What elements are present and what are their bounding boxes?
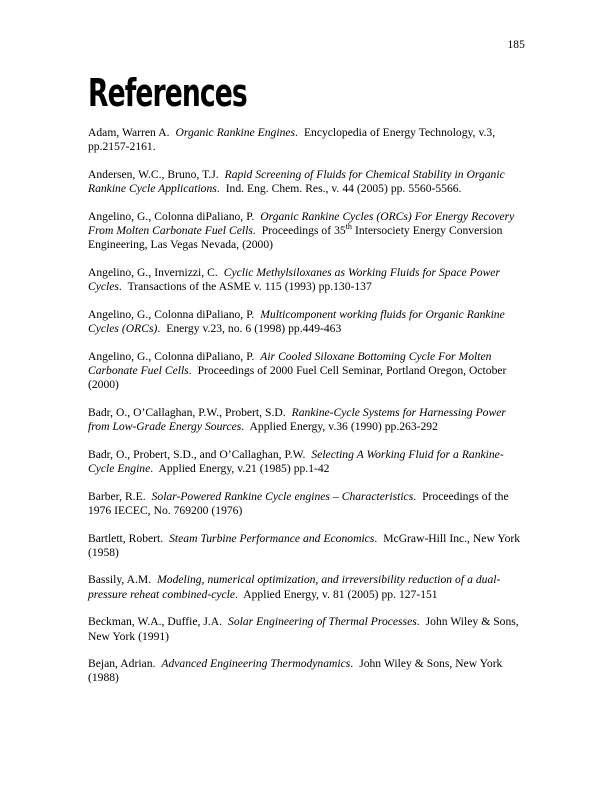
reference-authors: Angelino, G., Colonna diPaliano, P. — [88, 307, 255, 321]
reference-authors: Bartlett, Robert. — [88, 531, 164, 545]
reference-authors: Bejan, Adrian. — [88, 657, 156, 671]
reference-ordinal-suffix: th — [345, 222, 352, 232]
reference-entry: Angelino, G., Invernizzi, C. Cyclic Methylsiloxanes as Working Fluids for Space Power Cycles. Transactions of the ASME v. 115 (1993) pp.130-137 — [88, 265, 500, 294]
reference-title: Multicomponent working fluids for Organic Rankine Cycles (ORCs) — [88, 307, 505, 336]
reference-source: Proceedings of 2000 Fuel Cell Seminar, Portland Oregon, October (2000) — [88, 363, 507, 392]
reference-source: John Wiley & Sons, New York (1988) — [88, 657, 503, 685]
reference-source-suffix: Intersociety Energy Conversion Engineering, Las Vegas Nevada, (2000) — [88, 224, 503, 252]
reference-source: McGraw-Hill Inc., New York (1958) — [88, 531, 521, 559]
reference-title: Cyclic Methylsiloxanes as Working Fluids for Space Power Cycles — [88, 265, 500, 294]
reference-entry: Beckman, W.A., Duffie, J.A. Solar Engineering of Thermal Processes. John Wiley & Sons, New York (1991) — [88, 615, 519, 643]
reference-source: Applied Energy, v.21 (1985) pp.1-42 — [158, 461, 330, 475]
reference-title: Organic Rankine Cycles (ORCs) For Energy Recovery From Molten Carbonate Fuel Cells — [88, 209, 515, 238]
reference-title: Solar-Powered Rankine Cycle engines – Characteristics — [151, 489, 414, 503]
reference-source: Encyclopedia of Energy Technology, v.3, pp.2157-2161. — [88, 126, 496, 154]
reference-entry: Bassily, A.M. Modeling, numerical optimization, and irreversibility reduction of a dual-pressure reheat combined-cycle. Applied Energy, v. 81 (2005) pp. 127-151 — [88, 573, 501, 601]
reference-source: Ind. Eng. Chem. Res., v. 44 (2005) pp. 5560-5566. — [225, 182, 462, 196]
reference-authors: Beckman, W.A., Duffie, J.A. — [88, 615, 223, 629]
reference-authors: Angelino, G., Colonna diPaliano, P. — [88, 349, 255, 363]
reference-entry: Badr, O., Probert, S.D., and O’Callaghan, P.W. Selecting A Working Fluid for a Rankine-Cycle Engine. Applied Energy, v.21 (1985) pp.1-42 — [88, 447, 504, 475]
reference-title: Steam Turbine Performance and Economics — [169, 531, 375, 545]
reference-source-prefix: Proceedings of 35 — [261, 224, 346, 238]
reference-entry: Barber, R.E. Solar-Powered Rankine Cycle engines – Characteristics. Proceedings of the 1976 IECEC, No. 769200 (1976) — [88, 489, 509, 517]
reference-entry: Badr, O., O’Callaghan, P.W., Probert, S.D. Rankine-Cycle Systems for Harnessing Power from Low-Grade Energy Sources. Applied Energy, v.36 (1990) pp.263-292 — [88, 405, 506, 434]
page-title: References — [88, 71, 247, 115]
reference-source: Proceedings of the 1976 IECEC, No. 769200 (1976) — [88, 489, 509, 517]
reference-entry: Adam, Warren A. Organic Rankine Engines. Encyclopedia of Energy Technology, v.3, pp.2157-2161. — [88, 126, 496, 154]
reference-source: John Wiley & Sons, New York (1991) — [88, 615, 519, 643]
reference-entry: Angelino, G., Colonna diPaliano, P. Multicomponent working fluids for Organic Rankine Cycles (ORCs). Energy v.23, no. 6 (1998) pp.449-463 — [88, 307, 505, 336]
reference-entry: Andersen, W.C., Bruno, T.J. Rapid Screening of Fluids for Chemical Stability in Organic Rankine Cycle Applications. Ind. Eng. Chem. Res., v. 44 (2005) pp. 5560-5566. — [88, 167, 505, 196]
reference-title: Modeling, numerical optimization, and irreversibility reduction of a dual-pressure reheat combined-cycle — [88, 573, 501, 601]
reference-authors: Angelino, G., Invernizzi, C. — [88, 265, 218, 279]
reference-source: Transactions of the ASME v. 115 (1993) pp.130-137 — [127, 280, 372, 294]
reference-entry: Angelino, G., Colonna diPaliano, P. Organic Rankine Cycles (ORCs) For Energy Recovery From Molten Carbonate Fuel Cells. Proceedings of 35th Intersociety Energy Conversion Engineering, Las Vegas Nevada, (2000) — [88, 209, 515, 252]
reference-authors: Angelino, G., Colonna diPaliano, P. — [88, 209, 255, 223]
reference-title: Rapid Screening of Fluids for Chemical Stability in Organic Rankine Cycle Applications — [88, 167, 505, 196]
reference-authors: Andersen, W.C., Bruno, T.J. — [88, 167, 219, 181]
reference-authors: Badr, O., Probert, S.D., and O’Callaghan, P.W. — [88, 447, 306, 461]
reference-authors: Adam, Warren A. — [88, 126, 170, 139]
reference-source: Applied Energy, v. 81 (2005) pp. 127-151 — [243, 587, 438, 601]
reference-title: Rankine-Cycle Systems for Harnessing Power from Low-Grade Energy Sources — [88, 405, 506, 434]
reference-authors: Bassily, A.M. — [88, 573, 152, 587]
page-number: 185 — [507, 39, 525, 51]
reference-source: Energy v.23, no. 6 (1998) pp.449-463 — [166, 322, 342, 336]
reference-title: Advanced Engineering Thermodynamics — [161, 657, 351, 671]
reference-authors: Badr, O., O’Callaghan, P.W., Probert, S.D. — [88, 405, 286, 419]
reference-title: Air Cooled Siloxane Bottoming Cycle For Molten Carbonate Fuel Cells — [88, 349, 492, 377]
reference-source: Applied Energy, v.36 (1990) pp.263-292 — [249, 420, 438, 434]
reference-title: Selecting A Working Fluid for a Rankine-Cycle Engine — [88, 447, 504, 475]
reference-entry: Angelino, G., Colonna diPaliano, P. Air Cooled Siloxane Bottoming Cycle For Molten Carbonate Fuel Cells. Proceedings of 2000 Fuel Cell Seminar, Portland Oregon, October (2000) — [88, 349, 507, 392]
reference-entry: Bartlett, Robert. Steam Turbine Performance and Economics. McGraw-Hill Inc., New York (1958) — [88, 531, 521, 559]
reference-list — [88, 126, 525, 686]
reference-title: Organic Rankine Engines — [175, 126, 296, 139]
reference-authors: Barber, R.E. — [88, 489, 146, 503]
reference-entry: Bejan, Adrian. Advanced Engineering Thermodynamics. John Wiley & Sons, New York (1988) — [88, 657, 503, 685]
reference-title: Solar Engineering of Thermal Processes — [228, 615, 417, 629]
